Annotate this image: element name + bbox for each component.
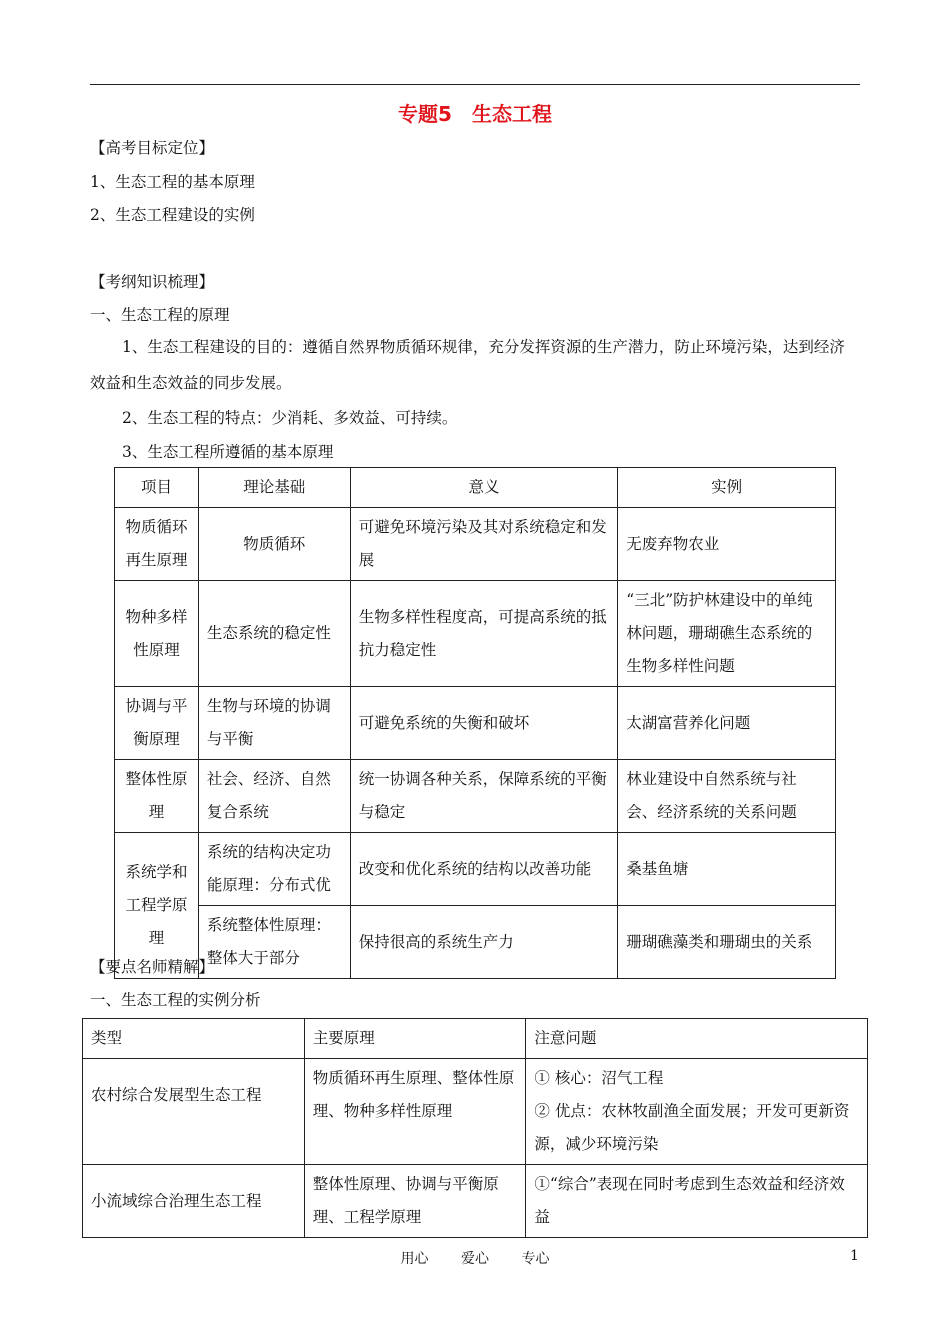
table-cell: 可避免系统的失衡和破坏 — [350, 687, 618, 760]
table-row — [115, 687, 836, 760]
paragraph-features: 2、生态工程的特点：少消耗、多效益、可持续。 — [122, 409, 458, 427]
table-row — [115, 760, 836, 833]
table-cell: 协调与平衡原理 — [115, 687, 199, 760]
section-heading-knowledge: 【考纲知识梳理】 — [90, 273, 215, 291]
page-number: 1 — [850, 1248, 859, 1264]
header-rule — [90, 84, 860, 85]
table-row — [115, 906, 836, 979]
table-header-row — [115, 468, 836, 508]
paragraph-basic-principles: 3、生态工程所遵循的基本原理 — [122, 443, 334, 461]
goal-item: 2、生态工程建设的实例 — [90, 206, 255, 224]
header-cell: 主要原理 — [304, 1019, 526, 1059]
table-cell: 保持很高的系统生产力 — [350, 906, 618, 979]
header-cell: 项目 — [115, 468, 199, 508]
table-cell: 物质循环 — [198, 508, 350, 581]
table-cell: 农村综合发展型生态工程 — [83, 1059, 305, 1165]
header-cell: 理论基础 — [198, 468, 350, 508]
table-row — [115, 508, 836, 581]
header-cell: 实例 — [618, 468, 836, 508]
table-row — [115, 833, 836, 906]
subheading-examples: 一、生态工程的实例分析 — [90, 991, 261, 1009]
table-cell: 统一协调各种关系，保障系统的平衡与稳定 — [350, 760, 618, 833]
table-cell: 珊瑚礁藻类和珊瑚虫的关系 — [618, 906, 836, 979]
table-row — [115, 581, 836, 687]
table-cell: 系统整体性原理：整体大于部分 — [198, 906, 350, 979]
section-heading-explanation: 【要点名师精解】 — [90, 958, 215, 976]
table-cell: 物质循环再生原理 — [115, 508, 199, 581]
page-title: 专题5 生态工程 — [398, 102, 552, 126]
table-cell: 社会、经济、自然复合系统 — [198, 760, 350, 833]
goal-item: 1、生态工程的基本原理 — [90, 173, 255, 191]
table-cell: ①“综合”表现在同时考虑到生态效益和经济效益 — [526, 1165, 868, 1238]
table-cell: 生物多样性程度高，可提高系统的抵抗力稳定性 — [350, 581, 618, 687]
examples-table — [82, 1018, 868, 1238]
page-footer — [0, 1248, 950, 1268]
table-cell: 系统的结构决定功能原理：分布式优 — [198, 833, 350, 906]
table-cell: 物种多样性原理 — [115, 581, 199, 687]
note-line: ② 优点：农林牧副渔全面发展；开发可更新资源，减少环境污染 — [534, 1102, 850, 1153]
note-line: ① 核心：沼气工程 — [534, 1069, 664, 1087]
table-cell: 系统学和工程学原理 — [115, 833, 199, 979]
footer-text: 用心 — [400, 1251, 429, 1267]
table-cell: 改变和优化系统的结构以改善功能 — [350, 833, 618, 906]
table-cell: 无废弃物农业 — [618, 508, 836, 581]
principles-table — [114, 467, 836, 979]
paragraph-purpose: 1、生态工程建设的目的：遵循自然界物质循环规律，充分发挥资源的生产潜力，防止环境污染，达到经济效益和生态效益的同步发展。 — [90, 338, 845, 392]
header-cell: 类型 — [83, 1019, 305, 1059]
table-cell: 太湖富营养化问题 — [618, 687, 836, 760]
subheading-principles: 一、生态工程的原理 — [90, 306, 230, 324]
table-row — [83, 1059, 868, 1165]
table-cell: 小流域综合治理生态工程 — [83, 1165, 305, 1238]
table-cell — [526, 1059, 868, 1165]
table-cell: 物质循环再生原理、整体性原理、物种多样性原理 — [304, 1059, 526, 1165]
table-header-row — [83, 1019, 868, 1059]
table-cell: 可避免环境污染及其对系统稳定和发展 — [350, 508, 618, 581]
footer-text: 爱心 — [461, 1251, 489, 1267]
header-cell: 意义 — [350, 468, 618, 508]
table-cell: 生态系统的稳定性 — [198, 581, 350, 687]
table-row — [83, 1165, 868, 1238]
table-cell: “三北”防护林建设中的单纯林问题，珊瑚礁生态系统的生物多样性问题 — [618, 581, 836, 687]
table-cell: 生物与环境的协调与平衡 — [198, 687, 350, 760]
table-cell: 林业建设中自然系统与社会、经济系统的关系问题 — [618, 760, 836, 833]
table-cell: 整体性原理、协调与平衡原理、工程学原理 — [304, 1165, 526, 1238]
table-cell: 整体性原理 — [115, 760, 199, 833]
header-cell: 注意问题 — [526, 1019, 868, 1059]
section-heading-goals: 【高考目标定位】 — [90, 139, 215, 157]
table-cell: 桑基鱼塘 — [618, 833, 836, 906]
footer-text: 专心 — [521, 1251, 550, 1267]
